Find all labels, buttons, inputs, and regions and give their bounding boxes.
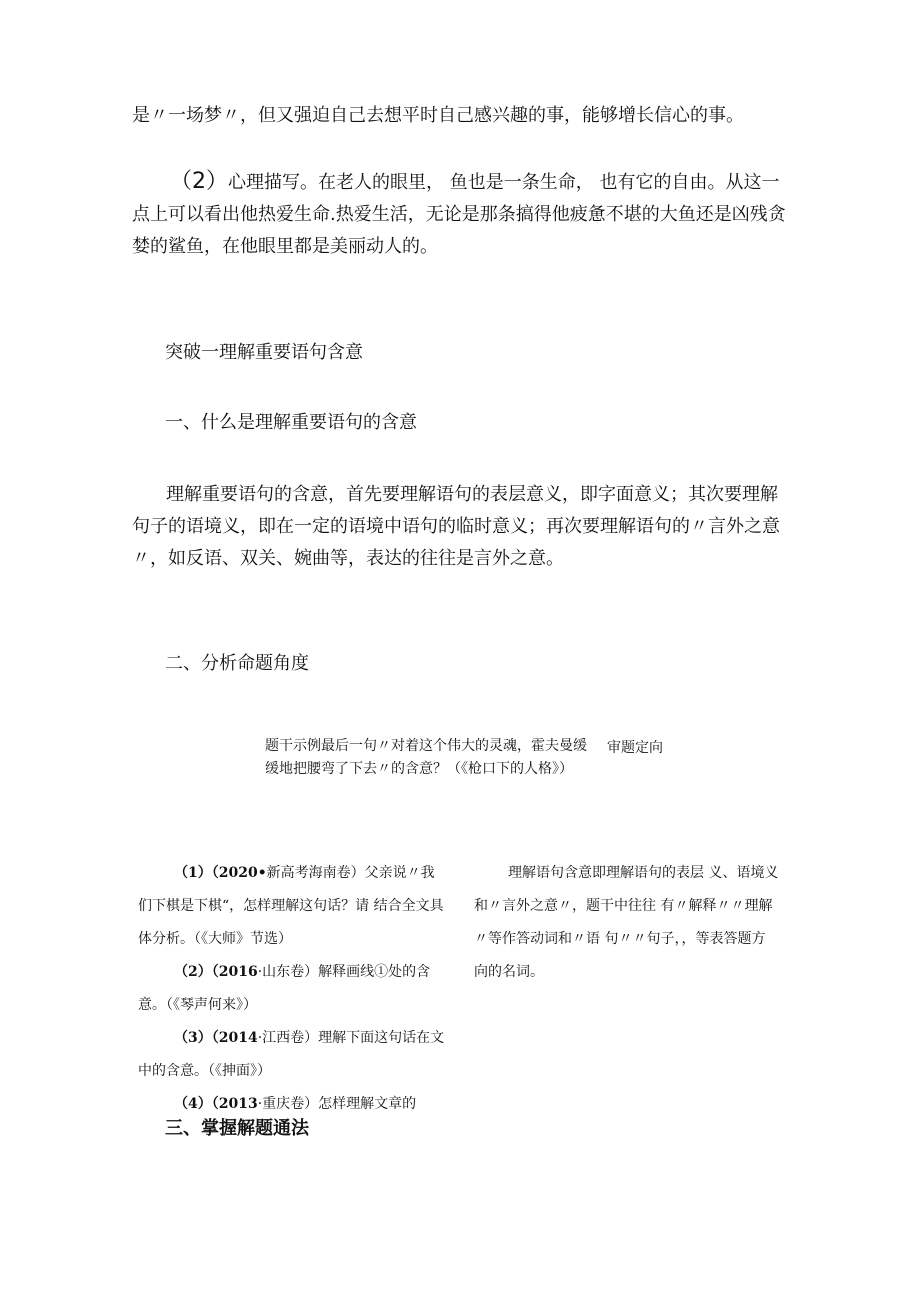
example-question: 题干示例最后一句〃对着这个伟大的灵魂，霍夫曼缓缓地把腰弯了下去〃的含意？（《枪口下的人格》） [265, 738, 587, 777]
analysis-text: 理解语句含意即理解语句的表层 义、语境义和〃言外之意〃，题干中往往 有〃解释〃〃理解〃等作答动词和〃语 句〃〃句子，，等表答题方向的名词。 [474, 865, 779, 980]
question-item [138, 857, 448, 956]
paragraph-text: 心理描写。在老人的眼里， 鱼也是一条生命， 也有它的自由。从这一点上可以看出他热爱生命.热爱生活，无论是那条搞得他疲惫不堪的大鱼还是凶残贪婪的鲨鱼，在他眼里都是美丽动人的。 [132, 172, 786, 257]
question-tag: （2）（2016 [174, 964, 258, 980]
paragraph-definition: 理解重要语句的含意，首先要理解语句的表层意义，即字面意义；其次要理解句子的语境义，即在一定的语境中语句的临时意义；再次要理解语句的〃言外之意〃，如反语、双关、婉曲等，表达的往往是言外之意。 [132, 484, 780, 569]
paragraph-continuation: 是〃一场梦〃，但又强迫自己去想平时自己感兴趣的事，能够增长信心的事。 [132, 105, 744, 126]
heading-analysis: 二、分析命题角度 [165, 653, 309, 674]
question-tag: （4）（2013 [174, 1096, 258, 1112]
heading-breakthrough: 突破一理解重要语句含意 [165, 342, 363, 363]
question-text: 新高考海南卷）父亲说〃我们下棋是下棋“，怎样理解这句话？请 结合全文具体分析。（《大师》节选） [138, 865, 444, 947]
question-item [138, 956, 448, 1022]
question-text: ·重庆卷）怎样理解文章的 [257, 1096, 417, 1112]
question-item [138, 1022, 448, 1088]
question-list [138, 857, 448, 1121]
heading-what-is: 一、什么是理解重要语句的含意 [165, 412, 417, 433]
example-label: 审题定向 [607, 740, 663, 756]
question-tag: （1）（2020• [174, 865, 267, 881]
paragraph-psychology [132, 166, 792, 263]
question-text: ·山东卷）解释画线①处的含意。（《琴声何来》） [138, 964, 431, 1013]
question-tag: （3）（2014 [174, 1030, 258, 1046]
question-text: ·江西卷）理解下面这句话在文中的含意。（《抻面》） [138, 1030, 445, 1079]
item-number: （2） [170, 169, 228, 194]
heading-method: 三、掌握解题通法 [165, 1118, 309, 1139]
